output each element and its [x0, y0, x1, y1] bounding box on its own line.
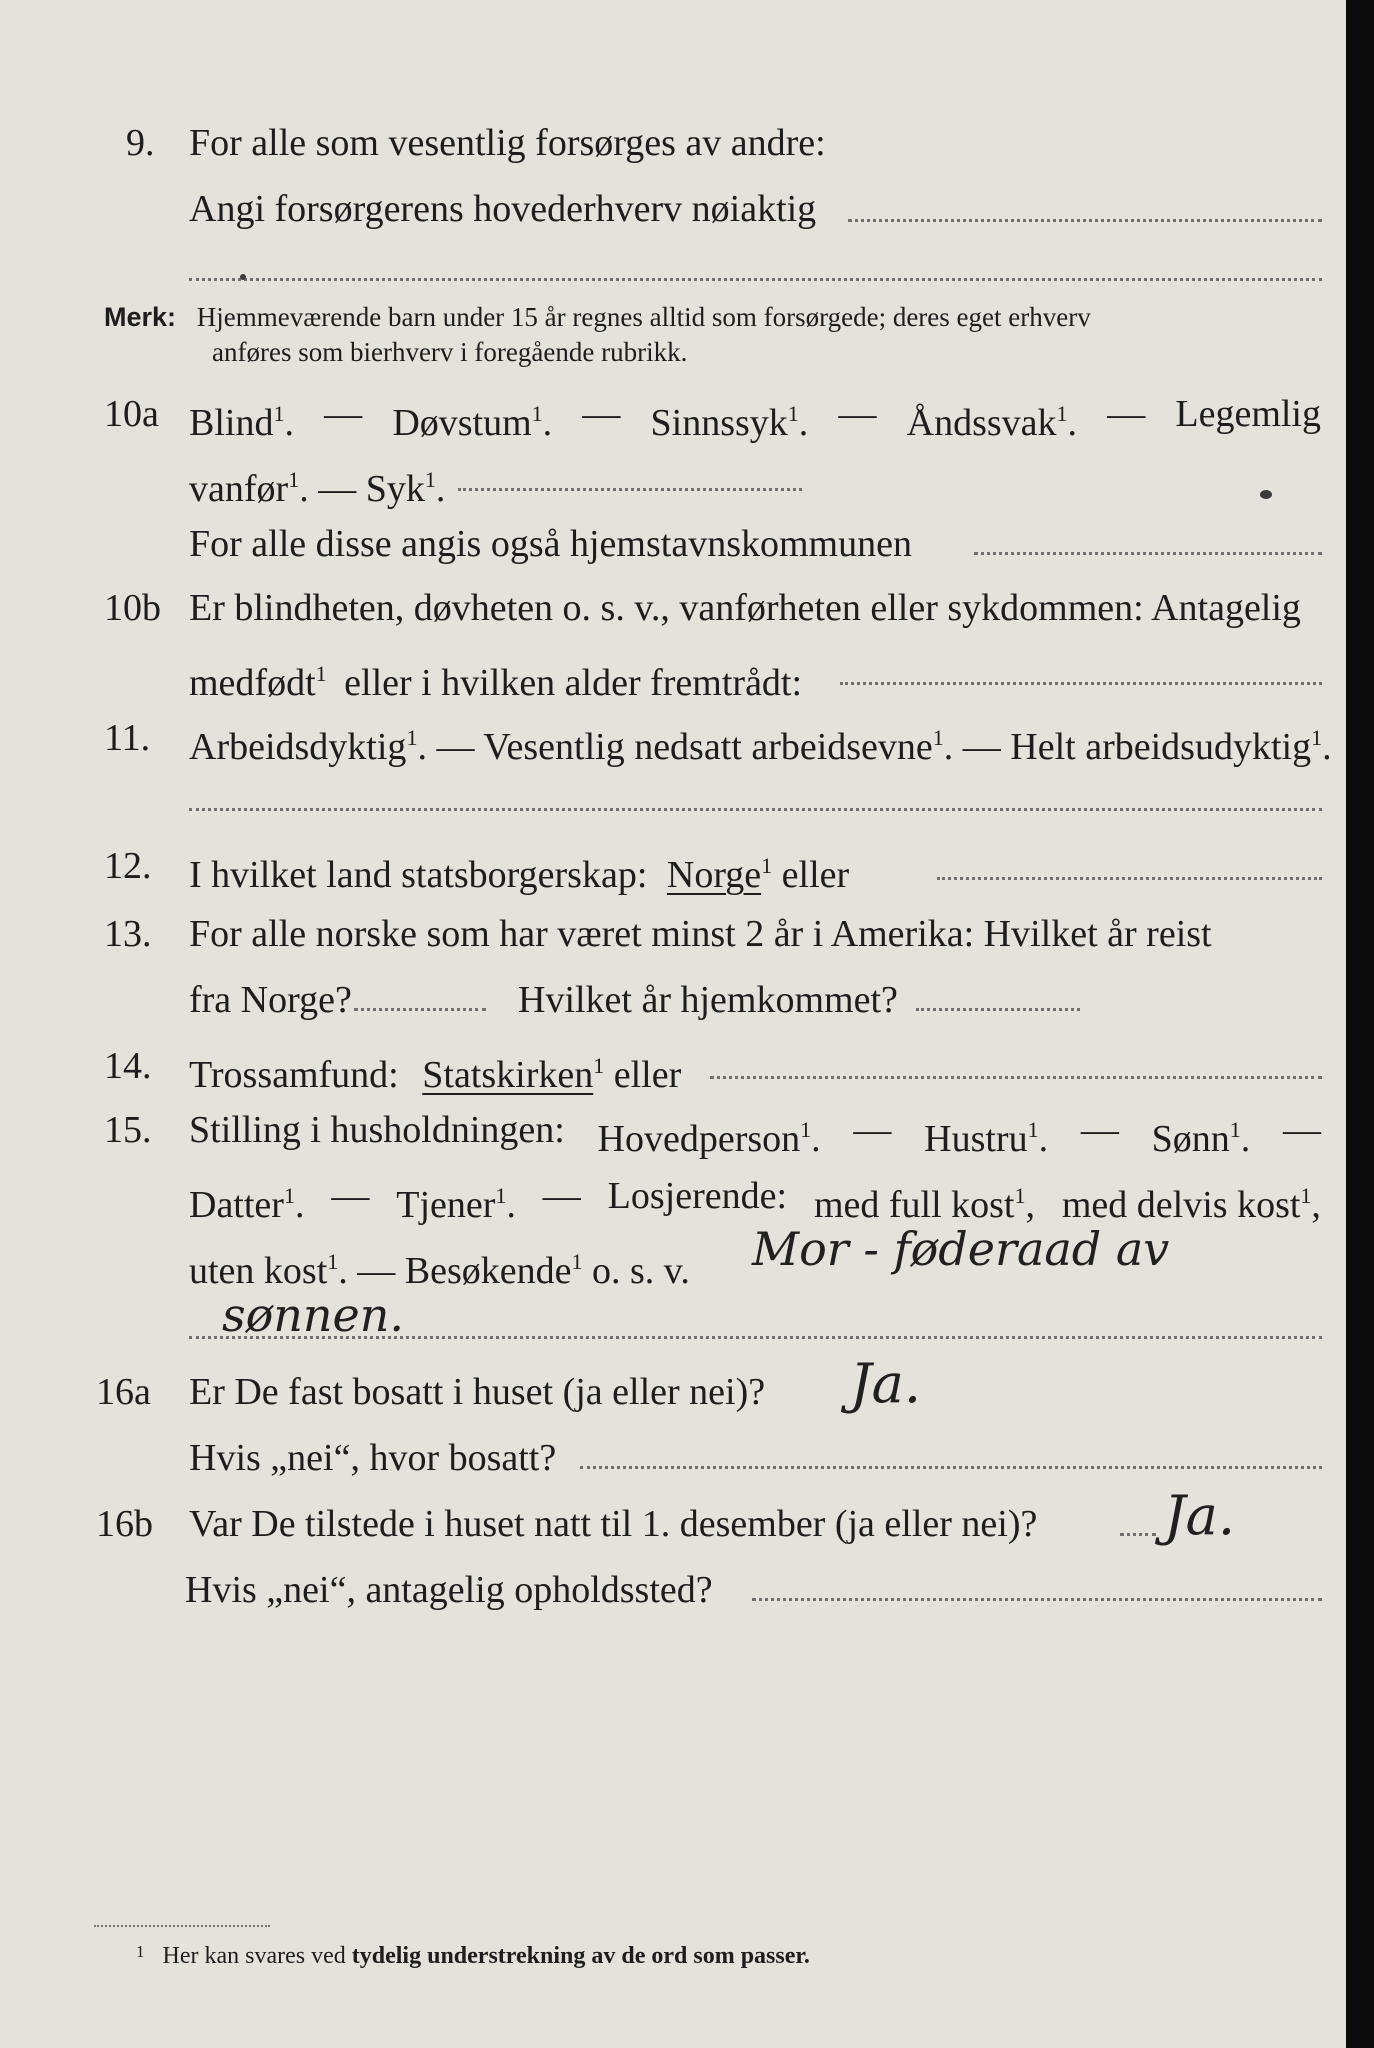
- q13-reist-line: [354, 1008, 486, 1011]
- q16a-line1: Er De fast bosatt i huset (ja eller nei)?: [189, 1371, 766, 1413]
- merk-note: [104, 299, 1091, 335]
- q14-line: Trossamfund: Statskirken$^1$ eller: [189, 1053, 682, 1096]
- q15-line2: Datter$^1$. — Tjener$^1$. — Losjerende: med full kost$^1$, med delvis kost$^1$,: [189, 1172, 1321, 1229]
- q15-losjerende: Losjerende:: [607, 1175, 788, 1217]
- footnote-plain: Her kan svares ved: [162, 1943, 346, 1969]
- q9-number: 9.: [126, 122, 155, 164]
- q10a-andssvak: Åndssvak: [906, 402, 1057, 444]
- q15-sonn: Sønn: [1151, 1118, 1230, 1160]
- q15-answer-line-2: [189, 1336, 1322, 1339]
- q9-line1: For alle som vesentlig forsørges av andre:: [189, 122, 826, 164]
- q12-norge: Norge: [666, 854, 762, 896]
- q10a-dovstum: Døvstum: [392, 402, 532, 444]
- q12-answer-line: [937, 877, 1322, 880]
- q15-osv: o. s. v.: [592, 1250, 690, 1292]
- q12-number: 12.: [104, 845, 152, 887]
- q14-eller: eller: [613, 1054, 682, 1096]
- q15-stilling: Stilling i husholdningen:: [189, 1109, 565, 1151]
- q10a-blind: Blind: [189, 402, 274, 444]
- q9-line2: Angi forsørgerens hovederhverv nøiaktig: [189, 188, 817, 230]
- q15-hovedperson: Hovedperson: [597, 1118, 801, 1160]
- q9-answer-line-2: [189, 278, 1322, 281]
- q15-number: 15.: [104, 1109, 152, 1151]
- q10a-kommune-line: [974, 552, 1322, 555]
- merk-line1: Hjemmeværende barn under 15 år regnes alltid som forsørgede; deres eget erhverv: [196, 302, 1091, 332]
- scan-dark-edge: [1346, 0, 1374, 2048]
- q11-line: Arbeidsdyktig$^1$. — Vesentlig nedsatt arbeidsevne$^1$. — Helt arbeidsudyktig$^1$.: [189, 725, 1332, 768]
- q11-arbeidsdyktig: Arbeidsdyktig: [189, 726, 407, 768]
- q13-hjemkommet-line: [916, 1008, 1080, 1011]
- q10a-vanfor: vanfør: [189, 468, 289, 510]
- q11-nedsatt: Vesentlig nedsatt arbeidsevne: [483, 726, 933, 768]
- q15-delviskost: med delvis kost: [1061, 1184, 1301, 1226]
- footnote-bold: tydelig understrekning av de ord som passer.: [351, 1943, 810, 1969]
- footnote: [136, 1937, 810, 1971]
- q10b-medfodt: medfødt: [189, 662, 316, 704]
- q15-tjener: Tjener: [396, 1184, 496, 1226]
- q10a-syk: Syk: [365, 468, 425, 510]
- q10b-answer-line: [840, 682, 1322, 685]
- q12-text: I hvilket land statsborgerskap:: [189, 854, 648, 896]
- q16a-bosatt-line: [580, 1466, 1322, 1469]
- q16b-line1: Var De tilstede i huset natt til 1. desember (ja eller nei)?: [189, 1503, 1038, 1545]
- q14-statskirken: Statskirken: [422, 1054, 594, 1096]
- q15-line3: uten kost$^1$. — Besøkende$^1$ o. s. v.: [189, 1249, 690, 1292]
- q15-hustru: Hustru: [924, 1118, 1028, 1160]
- q16b-answer-line: [1120, 1533, 1156, 1536]
- q10a-line1: Blind$^1$. — Døvstum$^1$. — Sinnssyk$^1$. — Åndssvak$^1$. — Legemlig: [189, 390, 1321, 447]
- q12-line: I hvilket land statsborgerskap: Norge$^1$ eller: [189, 853, 850, 896]
- q10a-line2: vanfør$^1$. — Syk$^1$.: [189, 467, 446, 510]
- q10b-line2: medfødt$^1$ eller i hvilken alder fremtrådt:: [189, 661, 803, 704]
- merk-line2: anføres som bierhverv i foregående rubrikk.: [212, 337, 688, 367]
- q11-udyktig: Helt arbeidsudyktig: [1010, 726, 1312, 768]
- q16a-number: 16a: [96, 1371, 151, 1413]
- q10a-syk-line: [458, 488, 802, 491]
- q16b-opholdssted-line: [752, 1598, 1322, 1601]
- q10a-line3: For alle disse angis også hjemstavnskommunen: [189, 523, 912, 565]
- q10a-number: 10a: [104, 393, 159, 435]
- q10b-rest: eller i hvilken alder fremtrådt:: [344, 662, 803, 704]
- merk-label: Merk:: [104, 302, 177, 332]
- q15-handwritten-answer-2: sønnen.: [222, 1288, 405, 1342]
- q14-answer-line: [710, 1076, 1322, 1079]
- q16b-line2: Hvis „nei“, antagelig opholdssted?: [185, 1569, 713, 1611]
- q16a-line2: Hvis „nei“, hvor bosatt?: [189, 1437, 557, 1479]
- q15-utenkost: uten kost: [189, 1250, 328, 1292]
- q15-besokende: Besøkende: [404, 1250, 572, 1292]
- q11-answer-line: [189, 808, 1322, 811]
- q13-hjemkommet: Hvilket år hjemkommet?: [518, 979, 898, 1021]
- q13-line1: For alle norske som har været minst 2 år i Amerika: Hvilket år reist: [189, 913, 1212, 955]
- q14-number: 14.: [104, 1045, 152, 1087]
- q10a-legemlig: Legemlig: [1175, 393, 1321, 435]
- ink-speck: [1260, 490, 1272, 499]
- q9-answer-line: [848, 219, 1322, 222]
- footnote-rule: [94, 1925, 270, 1927]
- q16b-handwritten-answer: Ja.: [1164, 1484, 1236, 1547]
- q13-reist: fra Norge?: [189, 979, 352, 1021]
- q13-number: 13.: [104, 913, 152, 955]
- q11-number: 11.: [104, 717, 151, 759]
- q16b-number: 16b: [96, 1503, 153, 1545]
- q15-line1: Stilling i husholdningen: Hovedperson$^1$. — Hustru$^1$. — Sønn$^1$. —: [189, 1106, 1321, 1163]
- q10b-number: 10b: [104, 587, 161, 629]
- q12-eller: eller: [781, 854, 850, 896]
- q15-fullkost: med full kost: [813, 1184, 1015, 1226]
- q15-handwritten-answer-1: Mor - føderaad av: [752, 1222, 1170, 1276]
- q16a-handwritten-answer: Ja.: [850, 1352, 922, 1415]
- q10a-sinnssyk: Sinnssyk: [650, 402, 788, 444]
- q15-datter: Datter: [189, 1184, 284, 1226]
- q10b-line1: Er blindheten, døvheten o. s. v., vanførheten eller sykdommen: Antagelig: [189, 587, 1301, 629]
- q14-text: Trossamfund:: [189, 1054, 399, 1096]
- ink-speck: [240, 274, 246, 280]
- footnote-mark: 1: [136, 1942, 145, 1961]
